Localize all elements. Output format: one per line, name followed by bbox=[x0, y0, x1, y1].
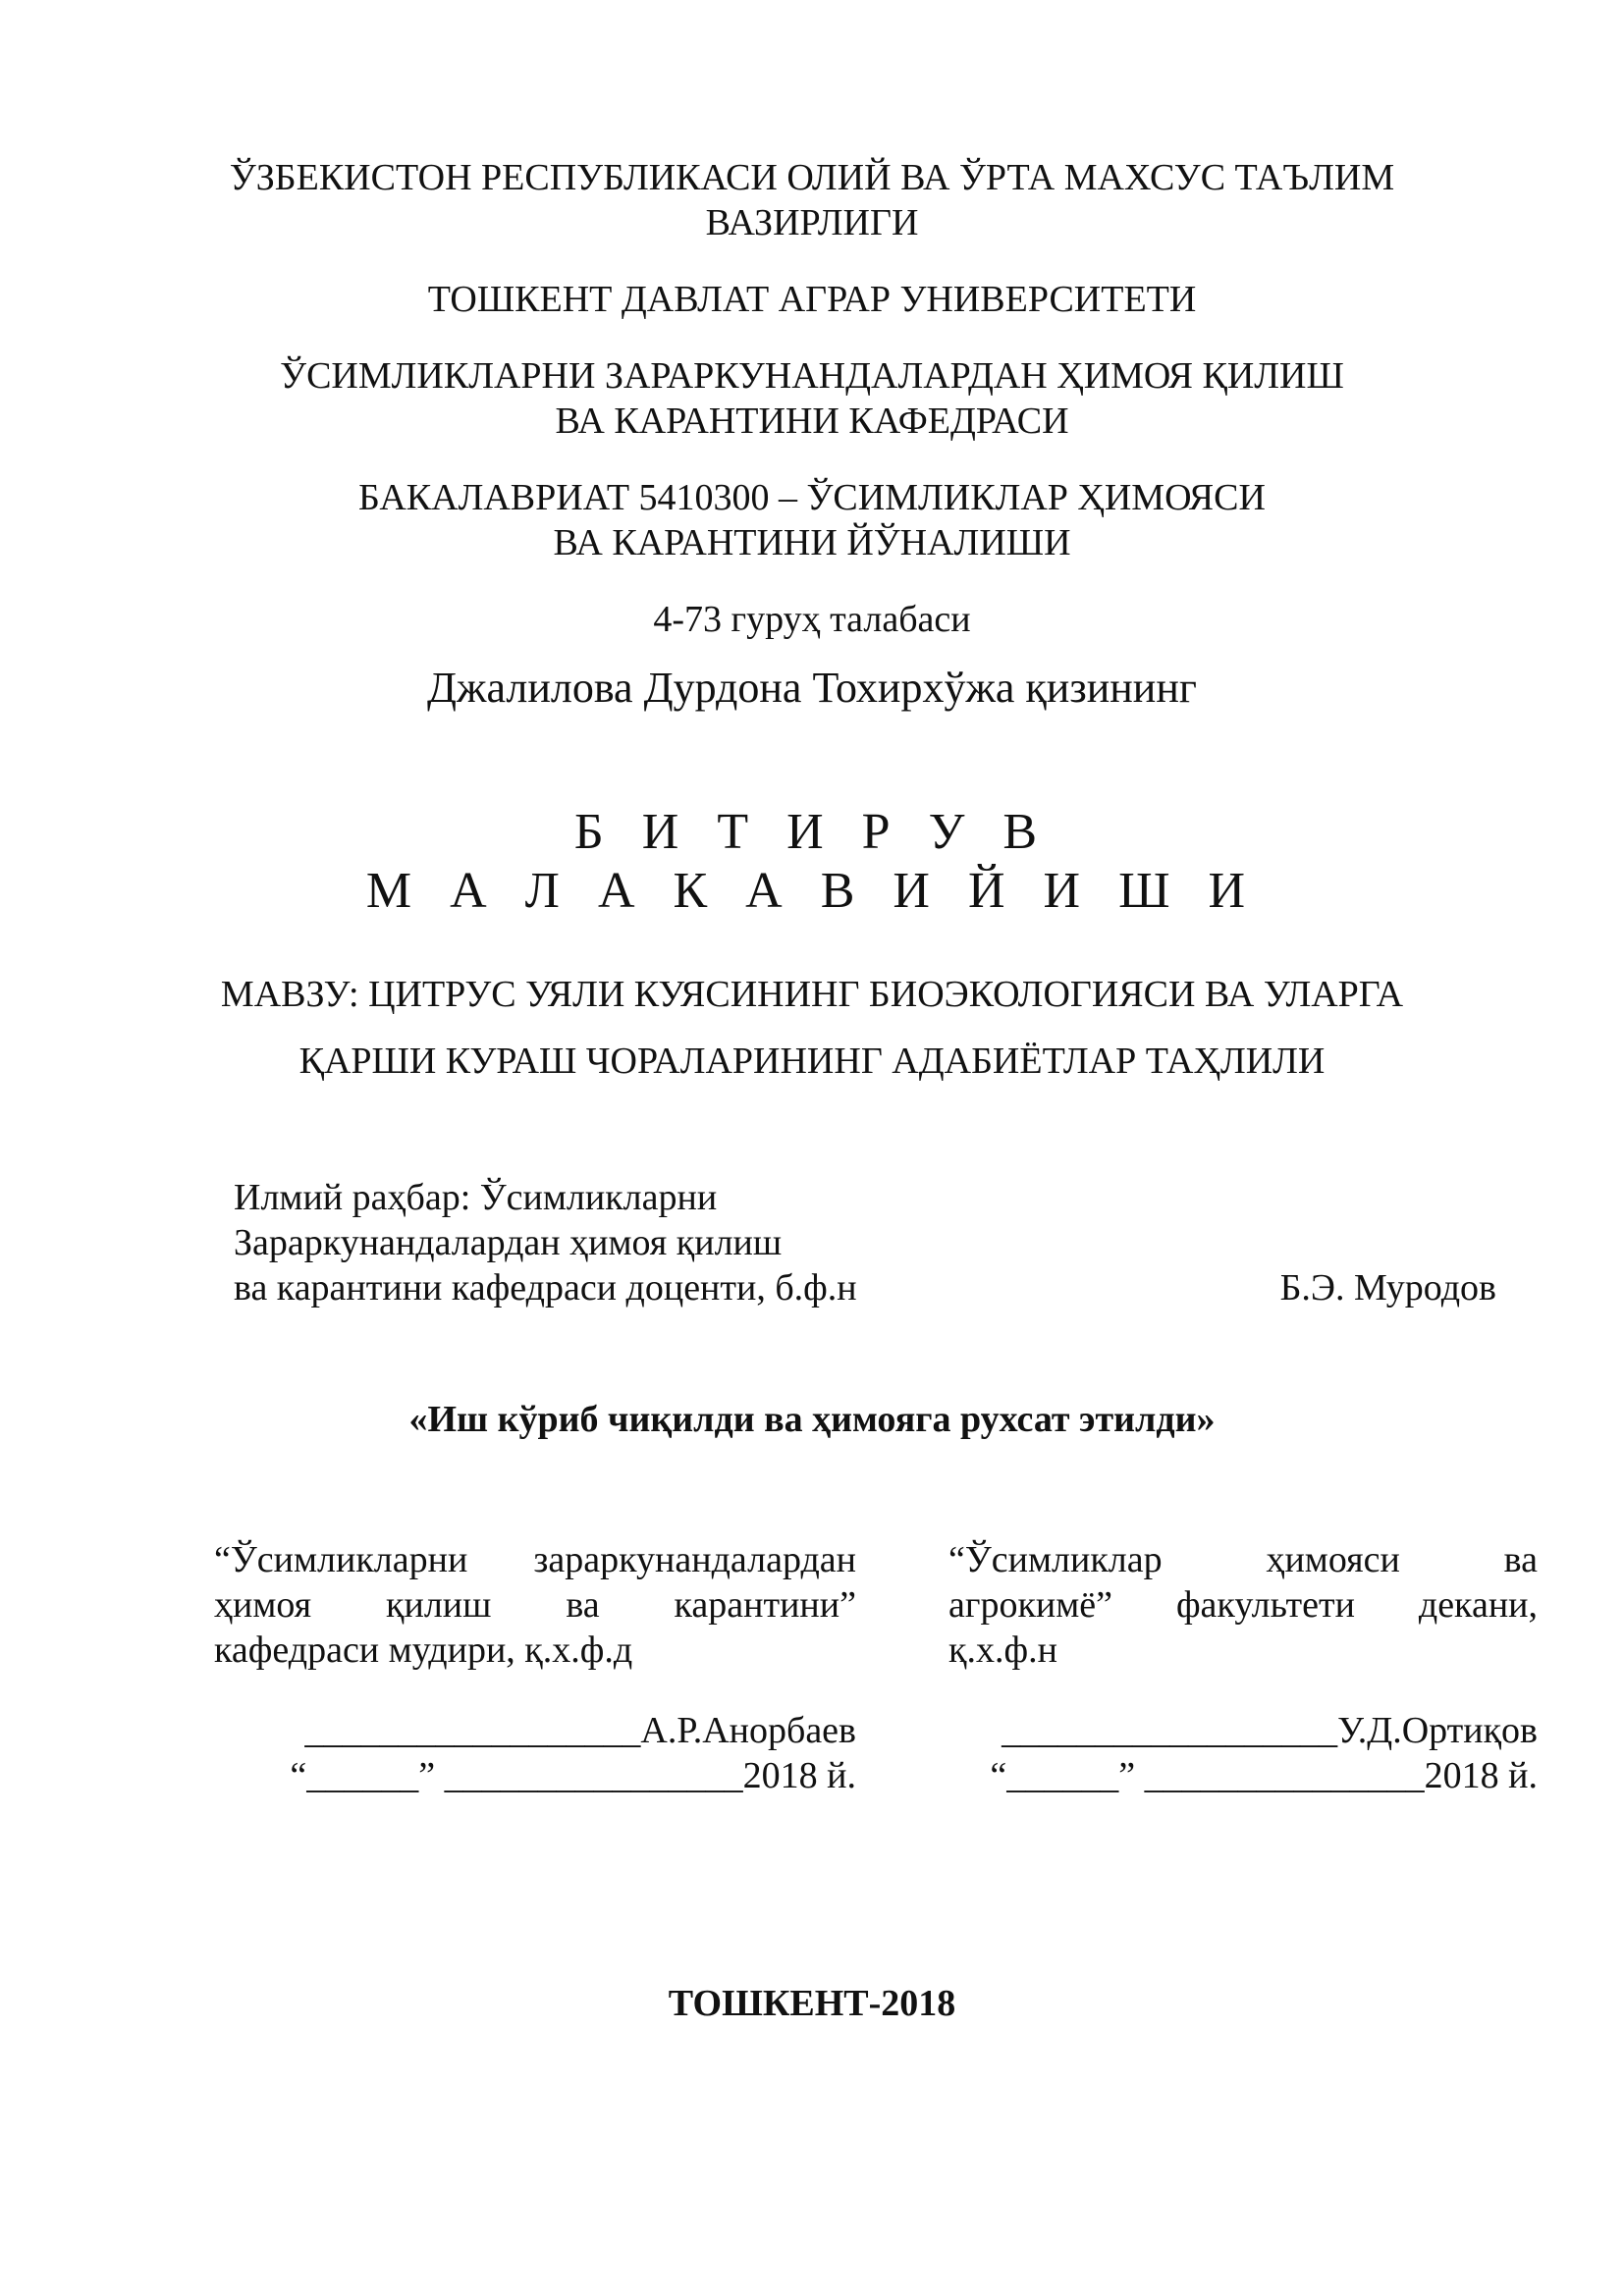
head-of-department-signature-line: __________________А.Р.Анорбаев bbox=[304, 1710, 856, 1751]
university-name: ТОШКЕНТ ДАВЛАТ АГРАР УНИВЕРСИТЕТИ bbox=[427, 279, 1197, 320]
dean-block bbox=[948, 1537, 1538, 1673]
word: зараркунандалардан bbox=[533, 1539, 856, 1580]
program-line-1: БАКАЛАВРИАТ 5410300 – ЎСИМЛИКЛАР ҲИМОЯСИ bbox=[358, 477, 1266, 518]
dean-line-1 bbox=[948, 1537, 1538, 1582]
head-of-department-date-line: “______” ________________2018 й. bbox=[290, 1755, 856, 1796]
student-group: 4-73 гуруҳ талабаси bbox=[653, 599, 971, 640]
ministry-line-1: ЎЗБЕКИСТОН РЕСПУБЛИКАСИ ОЛИЙ ВА ЎРТА МАХСУС ТАЪЛИМ bbox=[229, 157, 1395, 198]
word: карантини” bbox=[674, 1584, 856, 1626]
supervisor-line-1: Илмий раҳбар: Ўсимликларни bbox=[234, 1177, 718, 1218]
student-name: Джалилова Дурдона Тохирхўжа қизининг bbox=[427, 664, 1197, 712]
head-of-department-line-1 bbox=[214, 1537, 856, 1582]
word: ҳимоя bbox=[214, 1584, 312, 1626]
dean-date-line: “______” _______________2018 й. bbox=[990, 1755, 1538, 1796]
work-title-line-2: М А Л А К А В И Й И Ш И bbox=[365, 863, 1259, 919]
word: агрокимё” bbox=[948, 1584, 1113, 1626]
head-of-department-block bbox=[214, 1537, 856, 1673]
dean-line-3: қ.х.ф.н bbox=[948, 1629, 1057, 1671]
supervisor-line-2: Зараркунандалардан ҳимоя қилиш bbox=[234, 1222, 783, 1263]
word: ва bbox=[1503, 1539, 1538, 1580]
word: ва bbox=[566, 1584, 600, 1626]
word: “Ўсимликларни bbox=[214, 1539, 468, 1580]
supervisor-line-3: ва карантини кафедраси доценти, б.ф.н bbox=[234, 1267, 857, 1308]
department-line-1: ЎСИМЛИКЛАРНИ ЗАРАРКУНАНДАЛАРДАН ҲИМОЯ ҚИЛИШ bbox=[280, 355, 1344, 397]
department-line-2: ВА КАРАНТИНИ КАФЕДРАСИ bbox=[555, 400, 1069, 442]
city-year: ТОШКЕНТ-2018 bbox=[668, 1983, 956, 2024]
word: ҳимояси bbox=[1266, 1539, 1400, 1580]
approval-statement: «Иш кўриб чиқилди ва ҳимояга рухсат этилди» bbox=[408, 1399, 1216, 1440]
topic-line-2: ҚАРШИ КУРАШ ЧОРАЛАРИНИНГ АДАБИЁТЛАР ТАҲЛИЛИ bbox=[298, 1041, 1326, 1082]
ministry-line-2: ВАЗИРЛИГИ bbox=[705, 202, 919, 243]
head-of-department-line-2 bbox=[214, 1582, 856, 1628]
topic-line-1: МАВЗУ: ЦИТРУС УЯЛИ КУЯСИНИНГ БИОЭКОЛОГИЯСИ ВА УЛАРГА bbox=[220, 974, 1404, 1015]
word: факультети bbox=[1175, 1584, 1355, 1626]
word: “Ўсимликлар bbox=[948, 1539, 1163, 1580]
supervisor-name: Б.Э. Муродов bbox=[1279, 1267, 1496, 1308]
dean-signature-line: __________________У.Д.Ортиқов bbox=[1001, 1710, 1538, 1751]
word: декани, bbox=[1418, 1584, 1538, 1626]
program-line-2: ВА КАРАНТИНИ ЙЎНАЛИШИ bbox=[553, 522, 1071, 563]
word: қилиш bbox=[386, 1584, 492, 1626]
head-of-department-line-3: кафедраси мудири, қ.х.ф.д bbox=[214, 1629, 633, 1671]
dean-line-2 bbox=[948, 1582, 1538, 1628]
work-title-line-1: Б И Т И Р У В bbox=[573, 804, 1051, 860]
